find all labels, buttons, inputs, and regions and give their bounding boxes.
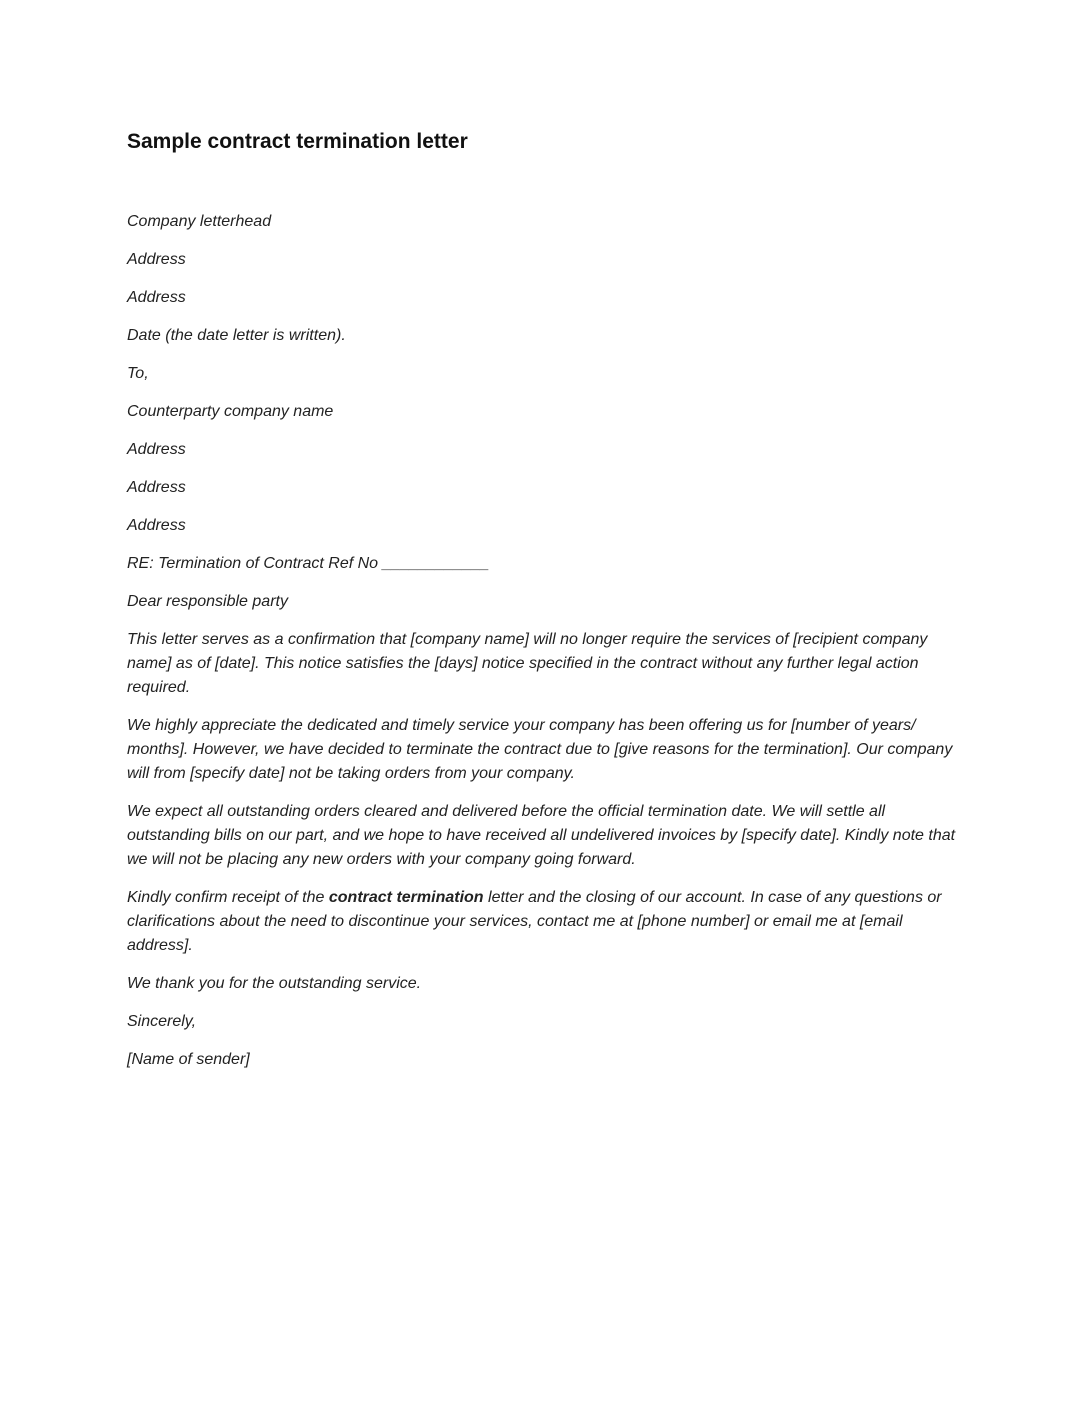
paragraph-confirm-receipt	[127, 886, 962, 958]
subject-line: RE: Termination of Contract Ref No ____________	[127, 555, 490, 572]
paragraph-outstanding-orders: We expect all outstanding orders cleared and delivered before the official termination date. We will settle all outstanding bills on our part, and we hope to have received all undelivered invoices by [specify date]. Kindly note that we will not be placing any new orders with your company going forward.	[127, 803, 956, 868]
sender-name: [Name of sender]	[127, 1051, 250, 1068]
thank-you-line: We thank you for the outstanding service.	[127, 975, 422, 992]
recipient-address-line-2: Address	[127, 479, 186, 496]
paragraph-appreciation: We highly appreciate the dedicated and timely service your company has been offering us for [number of years/ months]. However, we have decided to terminate the contract due to [give reasons for the termination]. Our company will from [specify date] not be taking orders from your company.	[127, 717, 953, 782]
confirm-text-after: letter and the closing of our account. In case of any questions or clarifications about the need to discontinue your services, contact me at [phone number] or email me at [email address].	[127, 889, 942, 954]
sign-off: Sincerely,	[127, 1013, 197, 1030]
contract-termination-emphasis: contract termination	[328, 889, 484, 906]
sender-address-line-1: Address	[127, 251, 186, 268]
salutation: Dear responsible party	[127, 593, 288, 610]
recipient-to: To,	[127, 365, 149, 382]
recipient-address-line-3: Address	[127, 517, 186, 534]
paragraph-confirmation: This letter serves as a confirmation that [company name] will no longer require the services of [recipient company name] as of [date]. This notice satisfies the [days] notice specified in the contract without any further legal action required.	[127, 631, 928, 696]
sender-address-line-2: Address	[127, 289, 186, 306]
document-title: Sample contract termination letter	[127, 130, 468, 153]
company-letterhead: Company letterhead	[127, 213, 272, 230]
confirm-text-before: Kindly confirm receipt of the	[127, 889, 329, 906]
letter-date: Date (the date letter is written).	[127, 327, 346, 344]
recipient-address-line-1: Address	[127, 441, 186, 458]
recipient-company-name: Counterparty company name	[127, 403, 334, 420]
letter-body	[127, 210, 962, 1086]
